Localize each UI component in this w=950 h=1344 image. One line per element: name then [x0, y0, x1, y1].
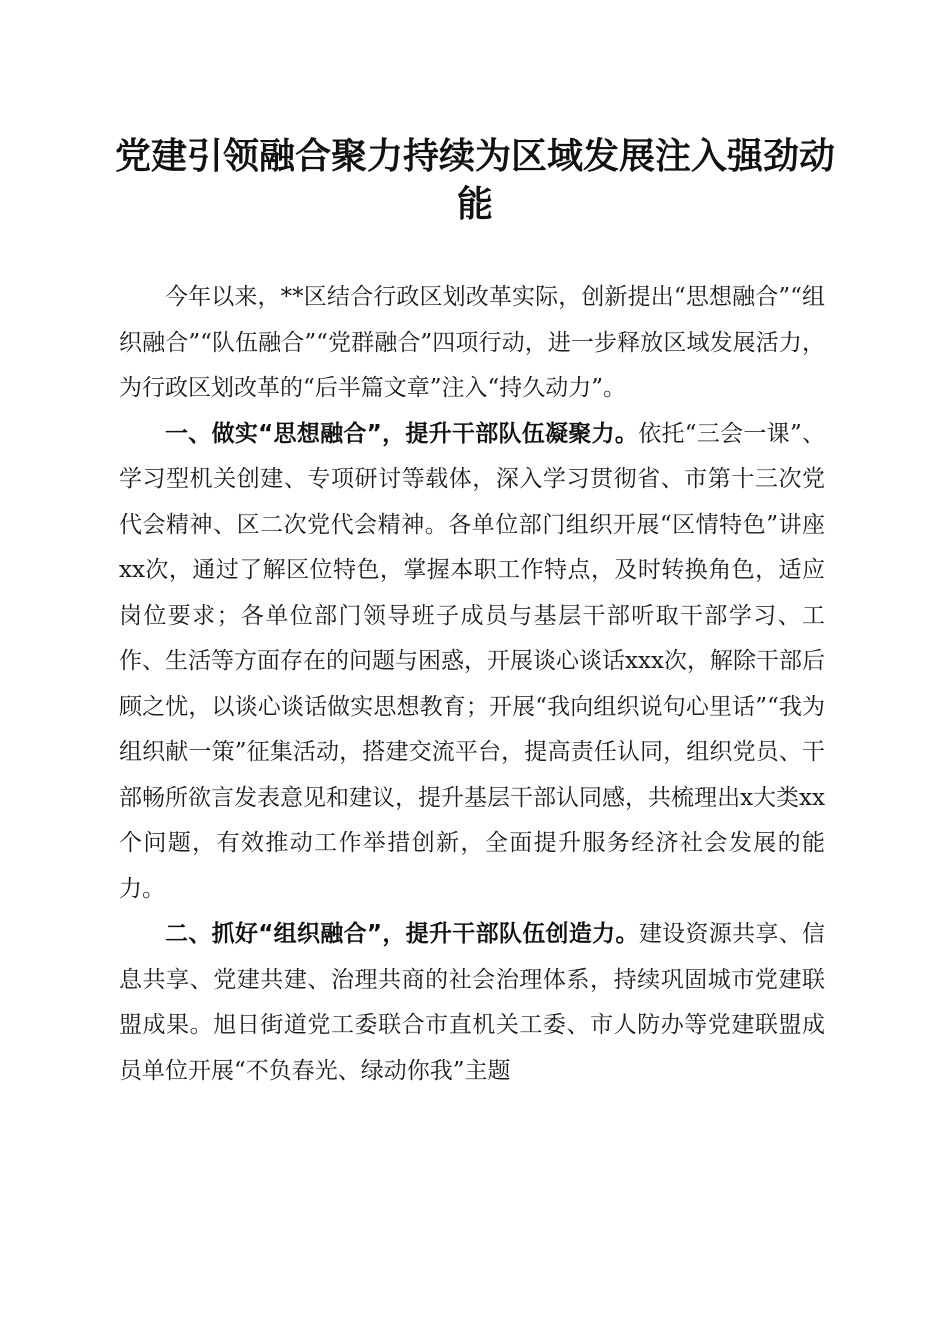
document-body [119, 275, 825, 1094]
section-heading: 二、抓好“组织融合”，提升干部队伍创造力。 [165, 921, 639, 947]
paragraph-text: 建设资源共享、信息共享、党建共建、治理共商的社会治理体系，持续巩固城市党建联盟成果。旭日街道党工委联合市直机关工委、市人防办等党建联盟成员单位开展“不负春光、绿动你我”主题 [119, 921, 826, 1084]
section-heading: 一、做实“思想融合”，提升干部队伍凝聚力。 [165, 420, 639, 447]
paragraph-text: 今年以来，**区结合行政区划改革实际，创新提出“思想融合”“组织融合”“队伍融合”“党群融合”四项行动，进一步释放区域发展活力，为行政区划改革的“后半篇文章”注入“持久动力”。 [119, 284, 825, 401]
paragraph-section-1 [119, 412, 825, 913]
paragraph-section-2 [119, 912, 825, 1094]
paragraph-intro [119, 275, 825, 412]
document-title: 党建引领融合聚力持续为区域发展注入强劲动能 [114, 135, 835, 225]
paragraph-text: 依托“三会一课”、学习型机关创建、专项研讨等载体，深入学习贯彻省、市第十三次党代会精神、区二次党代会精神。各单位部门组织开展“区情特色”讲座xx次，通过了解区位特色，掌握本职工作特点，及时转换角色，适应岗位要求；各单位部门领导班子成员与基层干部听取干部学习、工作、生活等方面存在的问题与困惑，开展谈心谈话xxx次，解除干部后顾之忧，以谈心谈话做实思想教育；开展“我向组织说句心里话”“我为组织献一策”征集活动，搭建交流平台，提高责任认同，组织党员、干部畅所欲言发表意见和建议，提升基层干部认同感，共梳理出x大类xx个问题，有效推动工作举措创新，全面提升服务经济社会发展的能力。 [119, 420, 825, 902]
